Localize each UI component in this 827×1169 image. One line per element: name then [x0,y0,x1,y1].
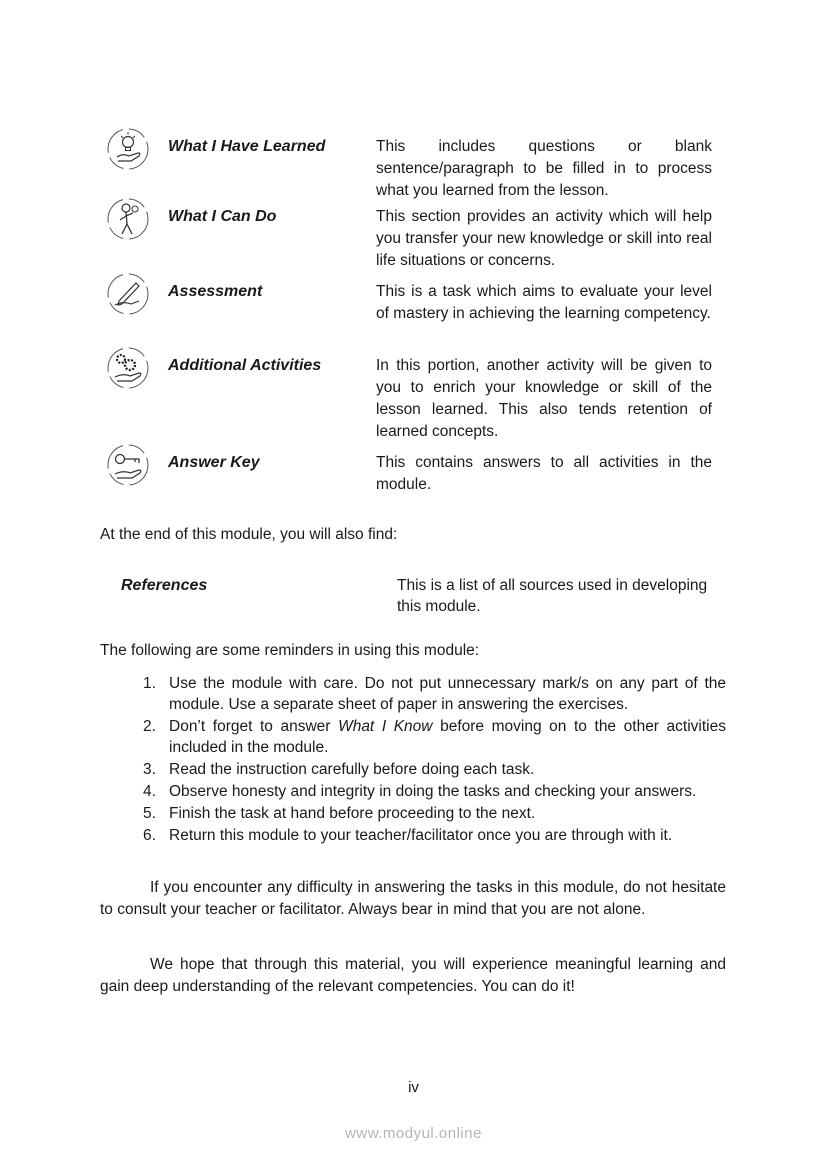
references-title: References [121,577,208,594]
page-number: iv [408,1079,419,1096]
pencil-hand-icon [105,271,151,317]
reminders-intro-text: The following are some reminders in using this module: [100,642,480,659]
list-item: 6. Return this module to your teacher/facilitator once you are through with it. [143,827,673,844]
gears-hand-icon [105,345,151,391]
list-item: 5. Finish the task at hand before proceeding to the next. [143,805,536,822]
closing-paragraph-encouragement: We hope that through this material, you will experience meaningful learning and gain deep understanding of the relevant competencies. You can do it! [100,956,726,995]
list-item: 4. Observe honesty and integrity in doing the tasks and checking your answers. [143,783,697,800]
references-description: This is a list of all sources used in developing this module. [397,577,708,615]
section-description: This contains answers to all activities in the module. [376,454,712,493]
list-item: 3. Read the instruction carefully before doing each task. [143,761,535,778]
what-i-know-emphasis: What I Know [338,718,433,735]
reminders-list [140,673,726,847]
section-title: Assessment [168,283,263,300]
list-item: 2. Don’t forget to answer What I Know before moving on to the other activities included in the module. [143,718,726,756]
section-description: This includes questions or blank sentence/paragraph to be filled in to process what you learned from the lesson. [376,138,712,199]
section-title: What I Have Learned [168,138,326,155]
closing-paragraph-difficulty: If you encounter any difficulty in answering the tasks in this module, do not hesitate to consult your teacher or facilitator. Always bear in mind that you are not alone. [100,879,726,918]
section-description: This section provides an activity which will help you transfer your new knowledge or skill into real life situations or concerns. [376,208,712,269]
section-title: What I Can Do [168,208,277,225]
section-title: Answer Key [168,454,260,471]
end-intro-text: At the end of this module, you will also find: [100,526,398,543]
lightbulb-hand-icon [105,126,151,172]
list-item: 1. Use the module with care. Do not put unnecessary mark/s on any part of the module. Use a separate sheet of paper in answering the exercises. [143,675,726,713]
section-description: This is a task which aims to evaluate your level of mastery in achieving the learning competency. [376,283,712,322]
section-title: Additional Activities [168,357,322,374]
section-description: In this portion, another activity will be given to you to enrich your knowledge or skill of the lesson learned. This also tends retention of learned concepts. [376,357,712,440]
watermark: www.modyul.online [345,1125,482,1142]
person-gear-icon [105,196,151,242]
key-hand-icon [105,442,151,488]
